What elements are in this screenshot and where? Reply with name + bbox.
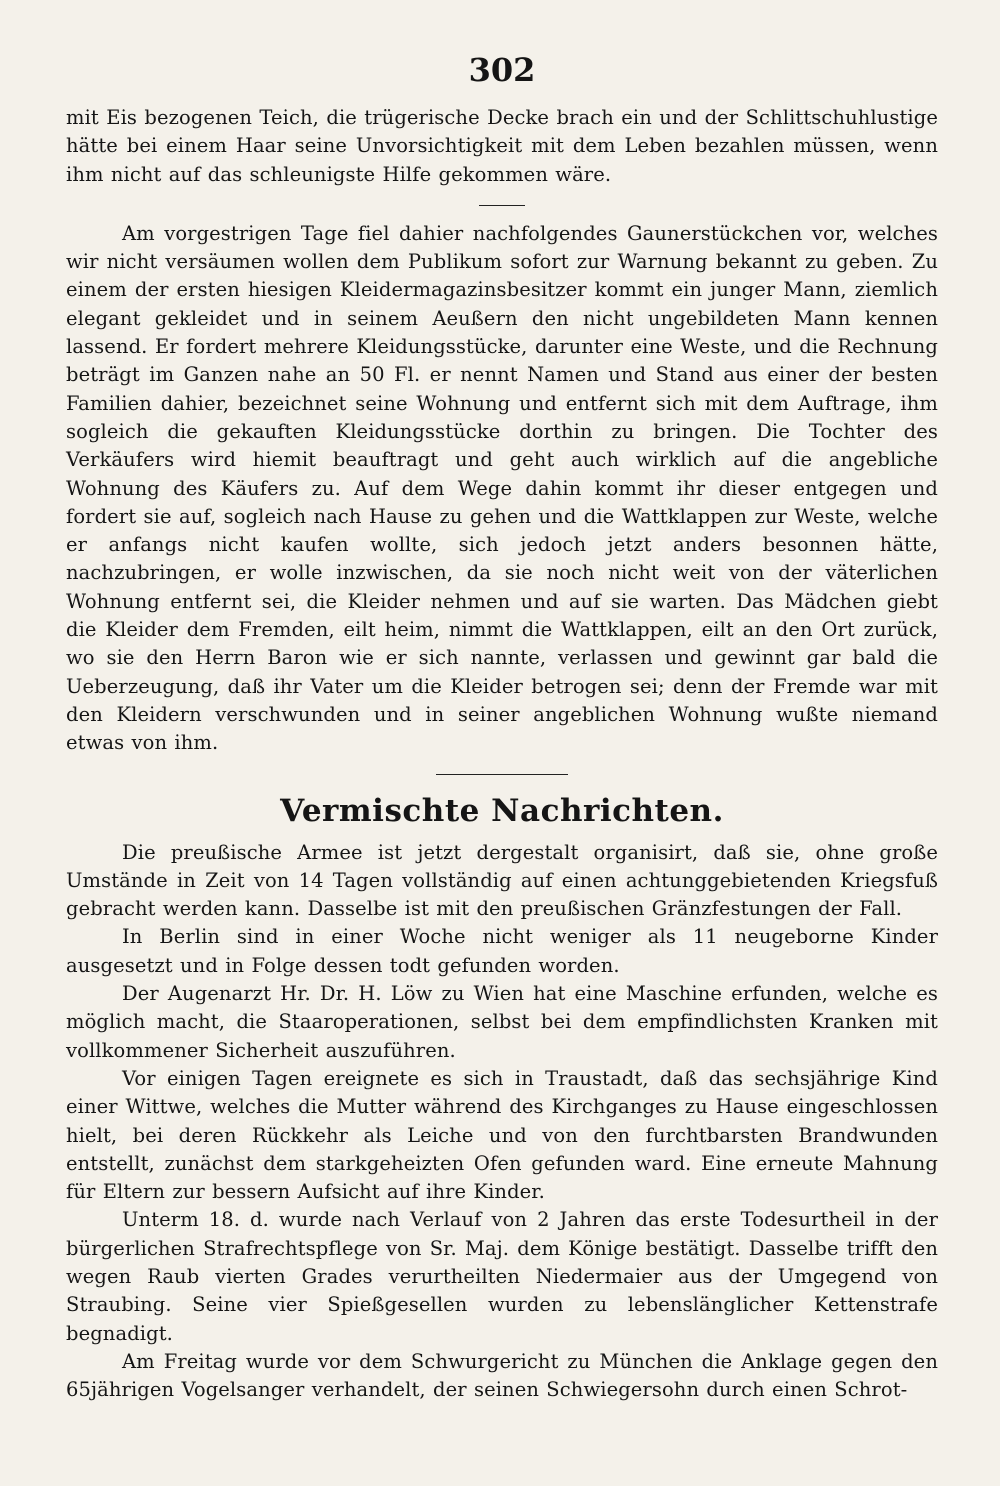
news-item-eye-doctor: Der Augenarzt Hr. Dr. H. Löw zu Wien hat eine Maschine erfunden, welche es möglich macht, die Staaroperationen, selbst bei dem empfindlichsten Kranken mit vollkommener Sicherheit auszuführen. <box>66 982 938 1062</box>
section-divider-long <box>436 774 568 775</box>
page-number: 302 <box>468 51 536 89</box>
news-item-death-sentence: Unterm 18. d. wurde nach Verlauf von 2 Jahren das erste Todesurtheil in der bürgerlichen Strafrechtspflege von Sr. Maj. dem Könige bestätigt. Dasselbe trifft den wegen Raub vierten Grades verurtheilten Niedermaier aus der Umgegend von Straubing. Seine vier Spießgesellen wurden zu lebenslänglicher Kettenstrafe begnadigt. <box>66 1208 938 1345</box>
news-item-army: Die preußische Armee ist jetzt dergestalt organisirt, daß sie, ohne große Umstände in Zeit von 14 Tagen vollständig auf einen achtunggebietenden Kriegsfuß gebracht werden kann. Dasselbe ist mit den preußischen Gränzfestungen der Fall. <box>66 840 938 921</box>
swindle-report-paragraph: Am vorgestrigen Tage fiel dahier nachfolgendes Gaunerstückchen vor, welches wir nicht versäumen wollen dem Publikum sofort zur Warnung bekannt zu geben. Zu einem der ersten hiesigen Kleidermagazinsbesitzer kommt ein junger Mann, ziemlich elegant gekleidet und in seinem Aeußern den nicht ungebildeten Mann kennen lassend. Er fordert mehrere Kleidungsstücke, darunter eine Weste, und die Rechnung beträgt im Ganzen nahe an 50 Fl. er nennt Namen und Stand aus einer der besten Familien dahier, bezeichnet seine Wohnung und entfernt sich mit dem Auftrage, ihm sogleich die gekauften Kleidungsstücke dorthin zu bringen. Die Tochter des Verkäufers wird hiemit beauftragt und geht auch wirklich auf die angebliche Wohnung des Käufers zu. Auf dem Wege dahin kommt ihr dieser entgegen und fordert sie auf, sogleich nach Hause zu gehen und die Wattklappen zur Weste, welche er anfangs nicht kaufen wollte, sich jedoch jetzt anders besonnen hätte, nachzubringen, er wolle inzwischen, da sie noch nicht weit von der väterlichen Wohnung entfernt sei, die Kleider nehmen und auf sie warten. Das Mädchen giebt die Kleider dem Fremden, eilt heim, nimmt die Wattklappen, eilt an den Ort zurück, wo sie den Herrn Baron wie er sich nannte, verlassen und gewinnt gar bald die Ueberzeugung, daß ihr Vater um die Kleider betrogen sei; denn der Fremde war mit den Kleidern verschwunden und in seiner angeblichen Wohnung wußte niemand etwas von ihm. <box>66 221 938 755</box>
news-item-child-accident: Vor einigen Tagen ereignete es sich in Traustadt, daß das sechsjährige Kind einer Wittwe, welches die Mutter während des Kirchganges zu Hause eingeschlossen hielt, bei deren Rückkehr als Leiche und von den furchtbarsten Brandwunden entstellt, zunächst dem starkgeheizten Ofen gefunden ward. Eine erneute Mahnung für Eltern zur bessern Aufsicht auf ihre Kinder. <box>66 1066 938 1204</box>
section-heading: Vermischte Nachrichten. <box>280 792 724 829</box>
news-item-jury-trial: Am Freitag wurde vor dem Schwurgericht zu München die Anklage gegen den 65jährigen Vogelsanger verhandelt, der seinen Schwiegersohn durch einen Schrot- <box>66 1349 938 1402</box>
continued-paragraph: mit Eis bezogenen Teich, die trügerische Decke brach ein und der Schlittschuhlustige hätte bei einem Haar seine Unvorsichtigkeit mit dem Leben bezahlen müssen, wenn ihm nicht auf das schleunigste Hilfe gekommen wäre. <box>66 106 938 186</box>
section-divider-short <box>479 205 525 206</box>
news-item-berlin: In Berlin sind in einer Woche nicht weniger als 11 neugeborne Kinder ausgesetzt und in Folge dessen todt gefunden worden. <box>66 925 938 977</box>
